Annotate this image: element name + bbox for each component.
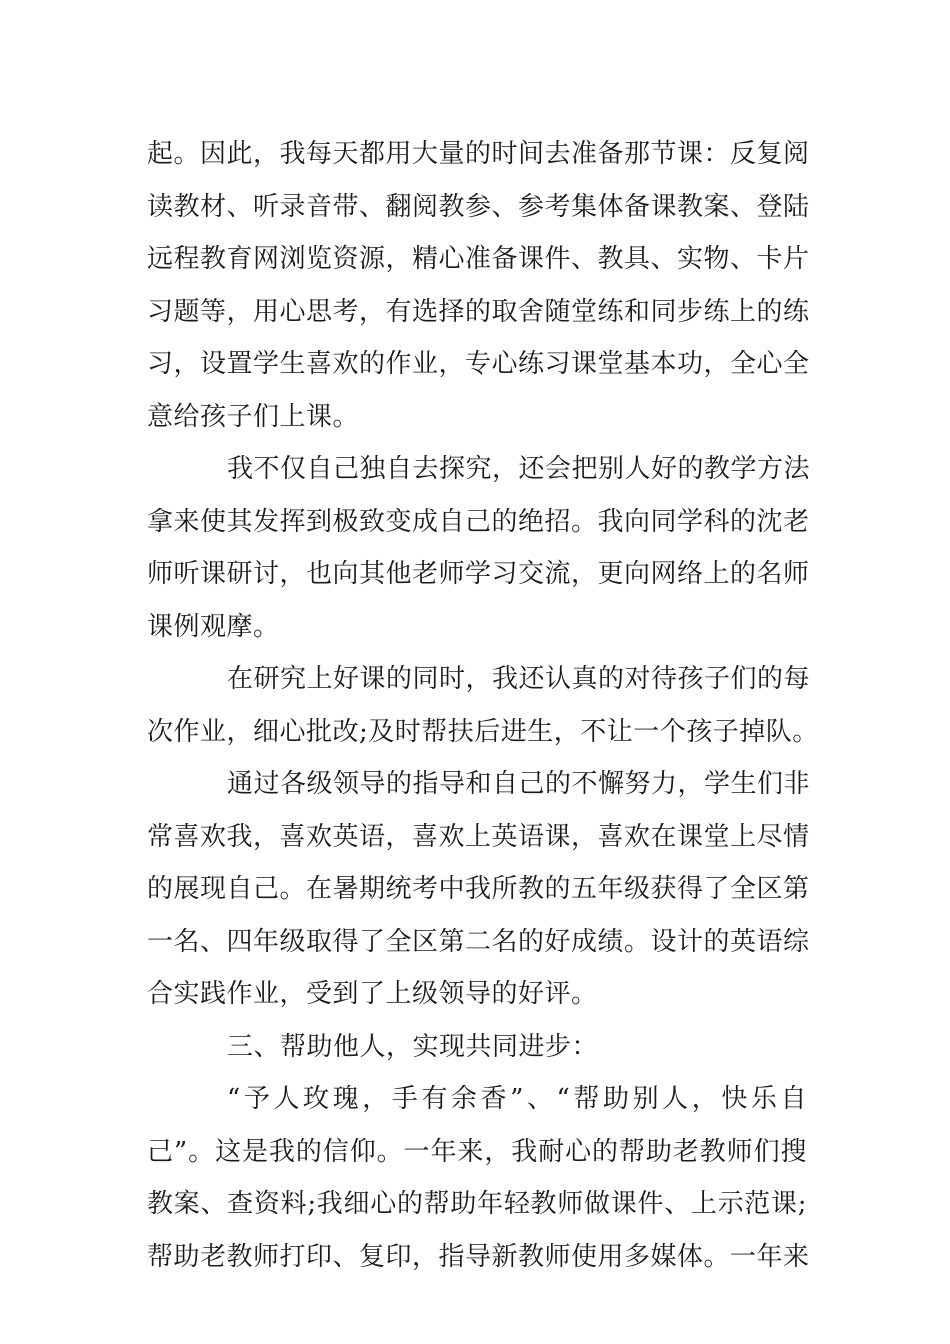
text-line: 师听课研讨，也向其他老师学习交流，更向网络上的名师 — [147, 559, 810, 589]
paragraph-first-line: 通过各级领导的指导和自己的不懈努力，学生们非 — [227, 769, 811, 799]
text-line: 远程教育网浏览资源，精心准备课件、教具、实物、卡片 — [147, 244, 810, 274]
text-line: 一名、四年级取得了全区第二名的好成绩。设计的英语综 — [147, 926, 810, 957]
text-line: 合实践作业，受到了上级领导的好评。 — [147, 979, 598, 1009]
paragraph-first-line: 在研究上好课的同时，我还认真的对待孩子们的每 — [227, 664, 811, 694]
paragraph-first-line: 我不仅自己独自去探究，还会把别人好的教学方法 — [227, 454, 811, 484]
text-line: 习题等，用心思考，有选择的取舍随堂练和同步练上的练 — [147, 296, 810, 327]
text-line: 次作业，细心批改;及时帮扶后进生，不让一个孩子掉队。 — [147, 716, 819, 747]
text-line: 常喜欢我，喜欢英语，喜欢上英语课，喜欢在课堂上尽情 — [147, 821, 810, 852]
text-line: 起。因此，我每天都用大量的时间去准备那节课：反复阅 — [147, 139, 810, 169]
text-line: 读教材、听录音带、翻阅教参、参考集体备课教案、登陆 — [147, 191, 810, 222]
text-line: 教案、查资料;我细心的帮助年轻教师做课件、上示范课; — [147, 1189, 807, 1219]
text-line: 课例观摩。 — [147, 611, 280, 642]
text-line: 习，设置学生喜欢的作业，专心练习课堂基本功，全心全 — [147, 349, 810, 379]
text-line: 拿来使其发挥到极致变成自己的绝招。我向同学科的沈老 — [147, 506, 810, 537]
text-line: 己”。这是我的信仰。一年来，我耐心的帮助老教师们搜 — [147, 1136, 807, 1167]
text-line: 的展现自己。在暑期统考中我所教的五年级获得了全区第 — [147, 874, 810, 904]
text-line: 帮助老教师打印、复印，指导新教师使用多媒体。一年来 — [147, 1241, 810, 1272]
document-body — [147, 128, 819, 1283]
text-line: 意给孩子们上课。 — [147, 401, 360, 432]
section-heading: 三、帮助他人，实现共同进步： — [227, 1031, 599, 1062]
paragraph-first-line: “予人玫瑰，手有余香”、“帮助别人，快乐自 — [227, 1084, 807, 1114]
